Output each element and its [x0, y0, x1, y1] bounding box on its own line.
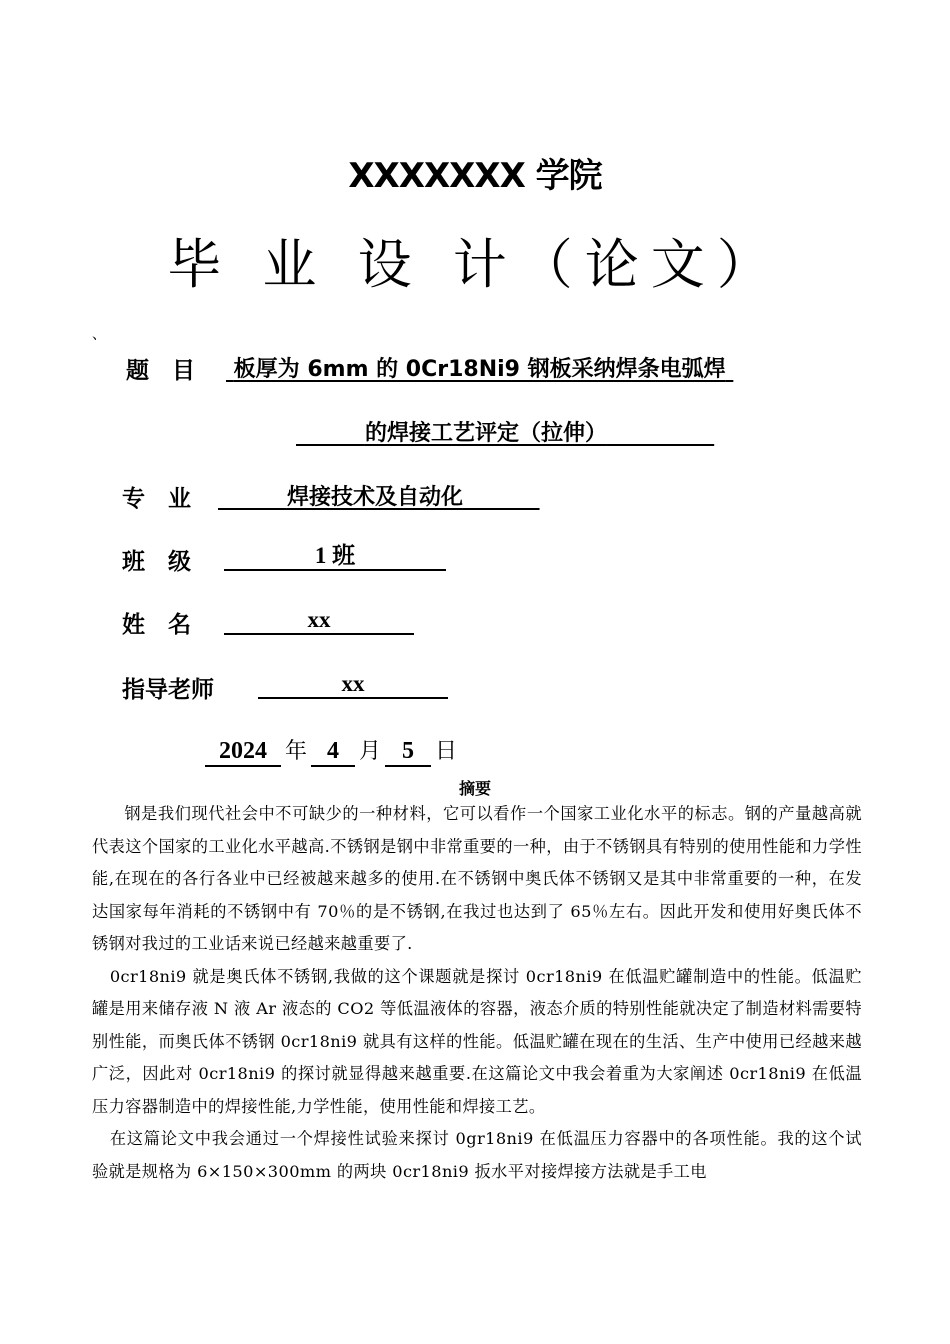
advisor-field [258, 671, 448, 699]
name-value: xx [224, 607, 414, 635]
class-value: 1 班 [224, 543, 446, 571]
abstract-title: 摘要 [458, 779, 491, 798]
topic-value-line2: 的焊接工艺评定（拉伸） [364, 421, 607, 446]
advisor-label: 指导老师 [122, 677, 214, 703]
abstract-body [92, 798, 862, 1188]
abstract-paragraph: 钢是我们现代社会中不可缺少的一种材料，它可以看作一个国家工业化水平的标志。钢的产量越高就代表这个国家的工业化水平越高.不锈钢是钢中非常重要的一种，由于不锈钢具有特别的使用性能和力学性能,在现在的各行各业中已经被越来越多的使用.在不锈钢中奥氏体不锈钢又是其中非常重要的一种，在发达国家每年消耗的不锈钢中有 70％的是不锈钢,在我过也达到了 65％左右。因此开发和使用好奥氏体不锈钢对我过的工业话来说已经越来越重要了. [92, 804, 862, 953]
abstract-paragraph: 0cr18ni9 就是奥氏体不锈钢,我做的这个课题就是探讨 0cr18ni9 在低温贮罐制造中的性能。低温贮罐是用来储存液 N 液 Ar 液态的 CO2 等低温液体的容器，液态介质的特别性能就决定了制造材料需要特别性能，而奥氏体不锈钢 0cr18ni9 就具有这样的性能。低温贮罐在现在的生活、生产中使用已经越来越广泛，因此对 0cr18ni9 的探讨就显得越来越重要.在这篇论文中我会着重为大家阐述 0cr18ni9 在低温压力容器制造中的焊接性能,力学性能，使用性能和焊接工艺。 [92, 966, 862, 1116]
advisor-value: xx [258, 671, 448, 699]
topic-value-line1: 板厚为 6mm 的 0Cr18Ni9 钢板采纳焊条电弧焊 [233, 357, 726, 382]
date-day: 5 [385, 737, 431, 767]
date-year-unit: 年 [285, 739, 308, 764]
date-month: 4 [311, 737, 355, 767]
date-year: 2024 [205, 737, 281, 767]
name-label: 姓 名 [122, 612, 191, 638]
stray-mark: 、 [92, 327, 106, 343]
class-label: 班 级 [122, 549, 191, 575]
topic-label: 题 目 [126, 358, 195, 384]
major-label: 专 业 [122, 486, 191, 512]
abstract-paragraph: 在这篇论文中我会通过一个焊接性试验来探讨 0gr18ni9 在低温压力容器中的各项性能。我的这个试验就是规格为 6×150×300mm 的两块 0cr18ni9 扳水平对接焊接方法就是手工电 [92, 1129, 862, 1181]
major-value: 焊接技术及自动化 [286, 485, 463, 510]
date-month-unit: 月 [359, 739, 382, 764]
thesis-type-title: 毕 业 设 计（论文） [167, 233, 783, 296]
date-day-unit: 日 [435, 739, 458, 764]
name-field [224, 607, 414, 635]
class-field [224, 543, 446, 571]
college-name: XXXXXXX 学院 [348, 156, 602, 196]
submission-date [205, 734, 461, 767]
